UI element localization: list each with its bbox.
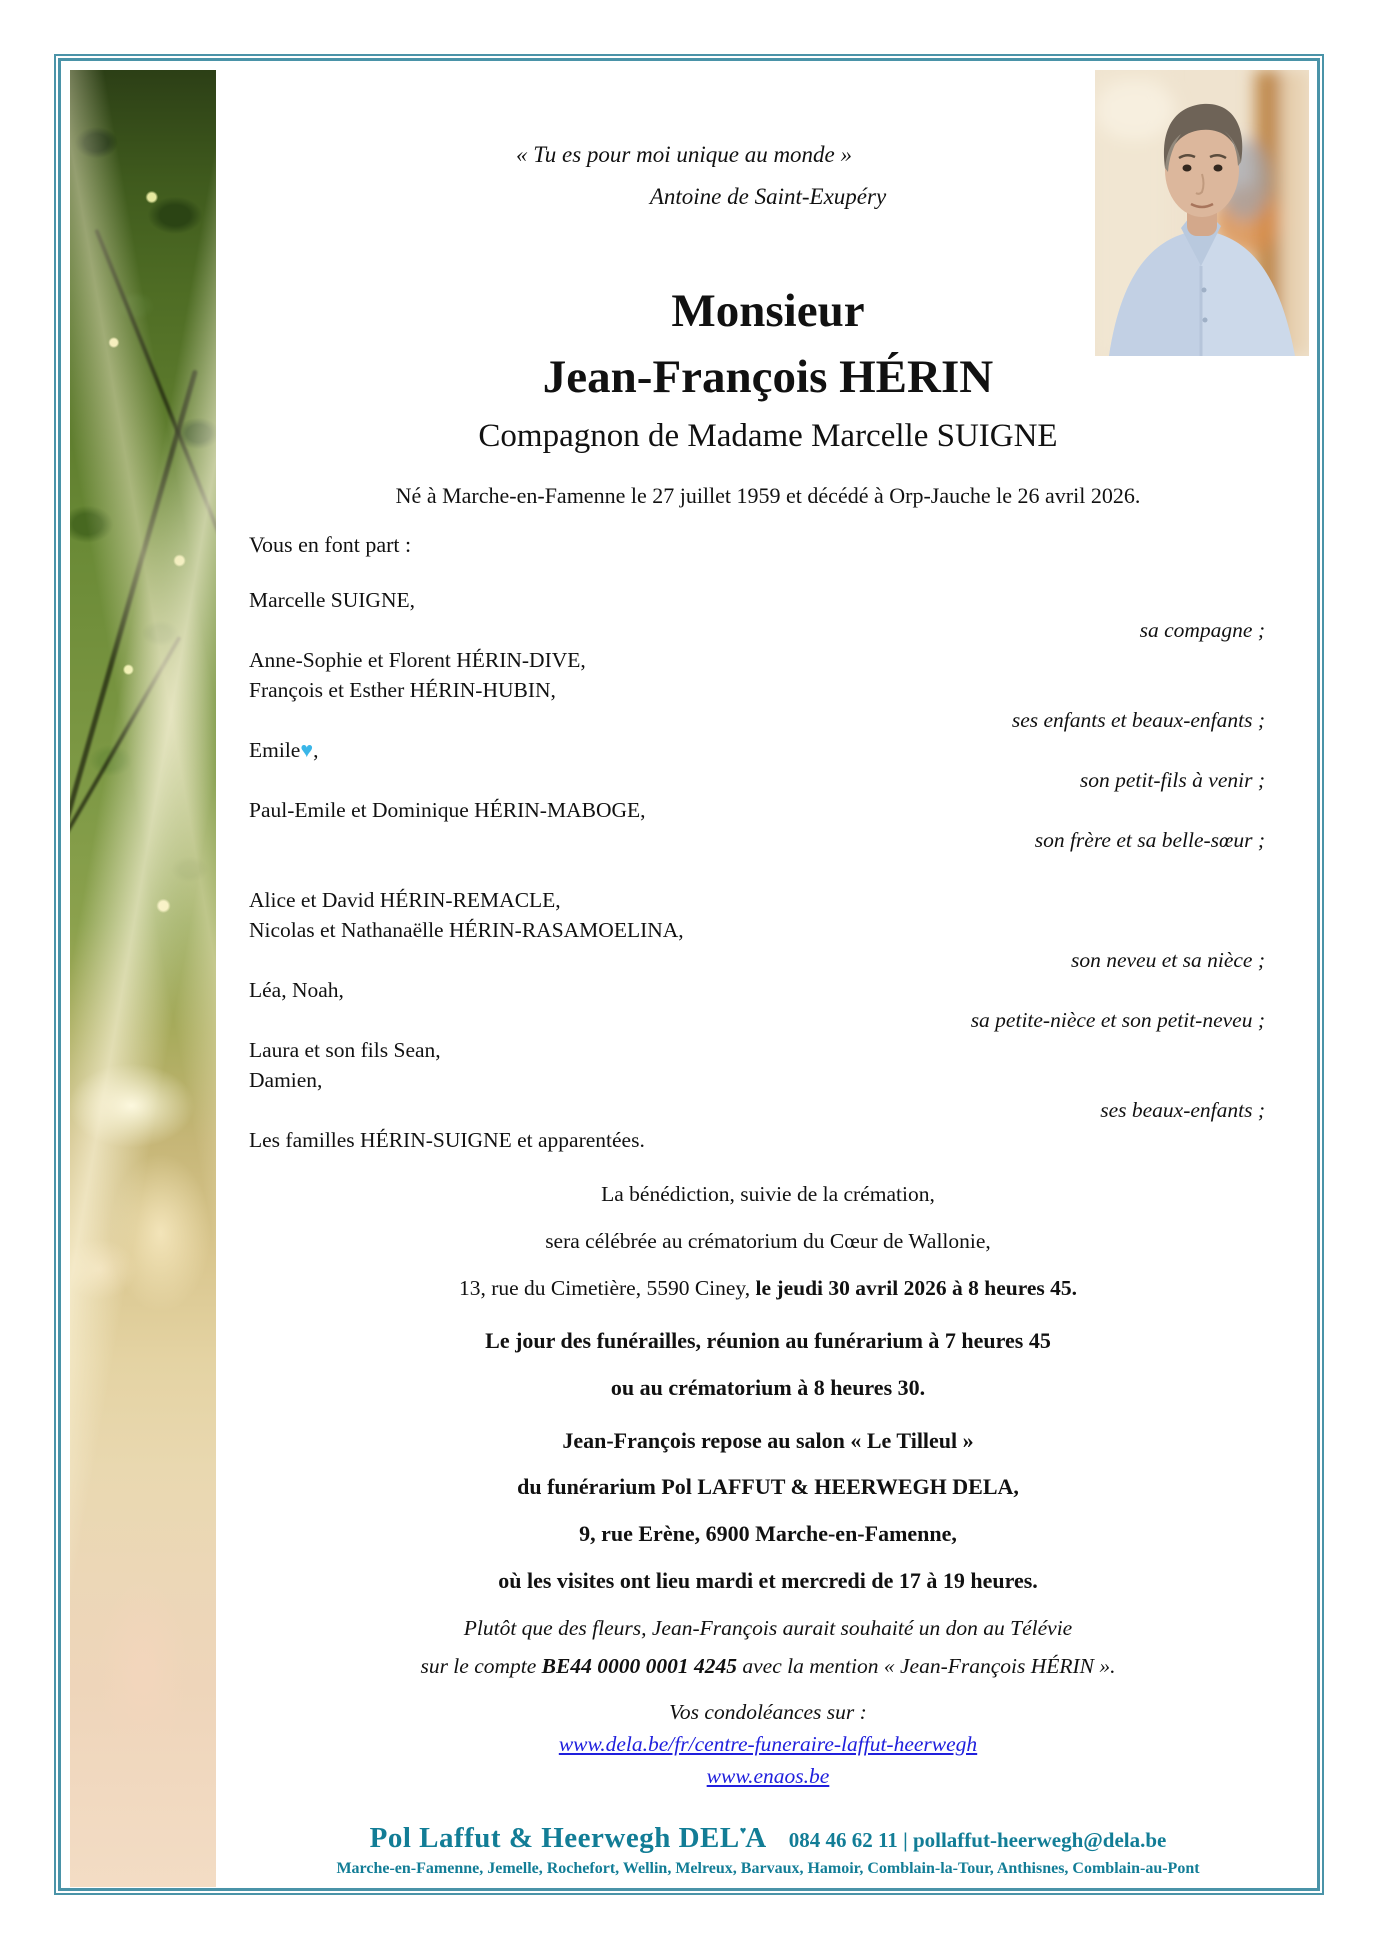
family-line <box>216 855 1320 885</box>
salutation: Monsieur <box>671 285 865 337</box>
family-line: Alice et David HÉRIN-REMACLE, <box>249 888 561 912</box>
funeral-day-line-1: Le jour des funérailles, réunion au funérarium à 7 heures 45 <box>485 1328 1051 1353</box>
family-line: Léa, Noah, <box>249 978 344 1002</box>
funeral-home-brand: Pol Laffut & Heerwegh DEL♥A <box>369 1822 767 1854</box>
footer-separator: | <box>903 1828 908 1852</box>
donation-prefix: sur le compte <box>420 1654 542 1678</box>
tree-branch-shape <box>70 636 182 921</box>
family-line: Nicolas et Nathanaëlle HÉRIN-RASAMOELINA, <box>249 918 684 942</box>
ceremony-address: 13, rue du Cimetière, 5590 Ciney, <box>458 1276 756 1300</box>
family-line: Paul-Emile et Dominique HÉRIN-MABOGE, <box>249 798 646 822</box>
family-line: son frère et sa belle-sœur ; <box>1034 828 1265 852</box>
repose-line-4: où les visites ont lieu mardi et mercredi de 17 à 19 heures. <box>498 1568 1038 1593</box>
donation-line-2 <box>216 1654 1320 1679</box>
funeral-day-line-2: ou au crématorium à 8 heures 30. <box>610 1375 926 1400</box>
condolences-link-dela[interactable]: www.dela.be/fr/centre-funeraire-laffut-heerwegh <box>558 1732 978 1756</box>
footer-contact <box>789 1828 1167 1853</box>
footer-phone: 084 46 62 11 <box>788 1828 898 1852</box>
quote-author: Antoine de Saint-Exupéry <box>649 184 887 209</box>
donation-suffix: avec la mention « Jean-François HÉRIN ». <box>736 1654 1116 1678</box>
ceremony-line-2: sera célébrée au crématorium du Cœur de Wallonie, <box>545 1229 991 1253</box>
family-line: Marcelle SUIGNE, <box>249 588 415 612</box>
family-line: Damien, <box>249 1068 323 1092</box>
tree-branch-shape <box>95 229 216 601</box>
ceremony-line-3 <box>216 1276 1320 1301</box>
repose-line-1: Jean-François repose au salon « Le Tilleul » <box>562 1428 974 1453</box>
forest-path-photo <box>70 70 216 1887</box>
tree-branch-shape <box>70 369 198 824</box>
family-line: son neveu et sa nièce ; <box>1070 948 1265 972</box>
family-line: sa petite-nièce et son petit-neveu ; <box>970 1008 1265 1032</box>
family-line: Laura et son fils Sean, <box>249 1038 441 1062</box>
heart-icon: ♥ <box>300 738 314 762</box>
ceremony-line-1: La bénédiction, suivie de la crémation, <box>601 1182 935 1206</box>
donation-account-number: BE44 0000 0001 4245 <box>541 1654 737 1678</box>
condolences-label: Vos condoléances sur : <box>669 1700 867 1724</box>
brand-heart-mark: ♥ <box>739 1825 746 1837</box>
family-line: sa compagne ; <box>1139 618 1265 642</box>
ceremony-date-time: le jeudi 30 avril 2026 à 8 heures 45. <box>755 1276 1078 1300</box>
relation-line: Compagnon de Madame Marcelle SUIGNE <box>478 418 1058 454</box>
birth-death-line: Né à Marche-en-Famenne le 27 juillet 1959 et décédé à Orp-Jauche le 26 avril 2026. <box>395 483 1141 508</box>
family-line: ses enfants et beaux-enfants ; <box>1011 708 1265 732</box>
footer-email: pollaffut-heerwegh@dela.be <box>912 1828 1167 1852</box>
repose-line-2: du funérarium Pol LAFFUT & HEERWEGH DELA, <box>517 1474 1019 1499</box>
footer-cities: Marche-en-Famenne, Jemelle, Rochefort, Wellin, Melreux, Barvaux, Hamoir, Comblain-la-Tour, Anthisnes, Comblain-au-Pont <box>336 1860 1200 1877</box>
opening-quote: « Tu es pour moi unique au monde » <box>515 142 853 167</box>
family-line: François et Esther HÉRIN-HUBIN, <box>249 678 556 702</box>
family-line: Emile♥, <box>249 738 319 762</box>
funeral-home-footer <box>216 1822 1320 1855</box>
announcement-intro: Vous en font part : <box>249 532 412 557</box>
family-line: Anne-Sophie et Florent HÉRIN-DIVE, <box>249 648 586 672</box>
family-line: son petit-fils à venir ; <box>1079 768 1265 792</box>
repose-line-3: 9, rue Erène, 6900 Marche-en-Famenne, <box>579 1521 957 1546</box>
family-line: ses beaux-enfants ; <box>1100 1098 1265 1122</box>
condolences-link-enaos[interactable]: www.enaos.be <box>706 1764 830 1788</box>
family-lines <box>216 585 1320 1155</box>
donation-line-1: Plutôt que des fleurs, Jean-François aurait souhaité un don au Télévie <box>463 1616 1073 1640</box>
family-line: Les familles HÉRIN-SUIGNE et apparentées. <box>249 1128 645 1152</box>
deceased-name: Jean-François HÉRIN <box>542 351 994 403</box>
